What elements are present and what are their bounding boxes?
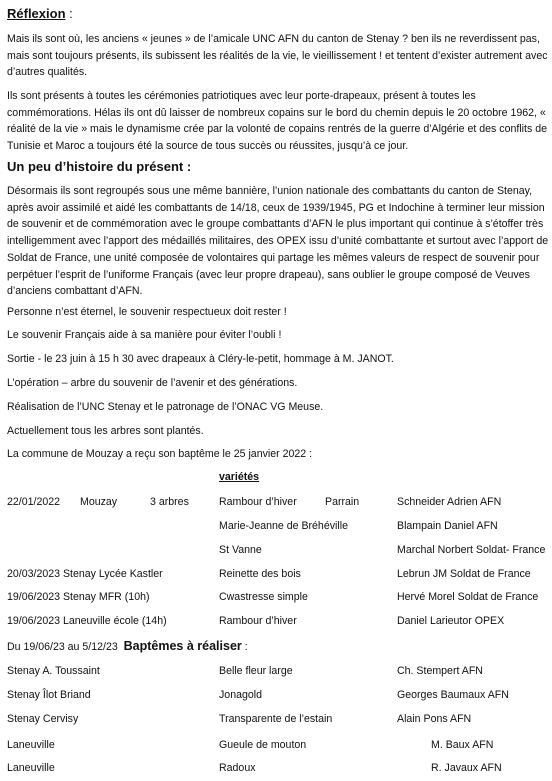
bapteme-4-place: Laneuville — [7, 739, 55, 751]
row1-sponsor: Schneider Adrien AFN — [397, 496, 502, 508]
row6-variety: Rambour d’hiver — [219, 615, 297, 627]
bapteme-1-variety: Belle fleur large — [219, 665, 293, 677]
baptemes-heading: Baptêmes à réaliser — [123, 639, 242, 653]
bapteme-5-place: Laneuville — [7, 762, 55, 774]
bapteme-2-sponsor: Georges Baumaux AFN — [397, 689, 509, 701]
row4-variety: Reinette des bois — [219, 568, 301, 580]
histoire-heading — [7, 159, 191, 175]
reflexion-paragraph-2: Ils sont présents à toutes les cérémonies patriotiques avec leur porte-drapeaux, présent à toutes les commémorations. Hélas ils ont dû laisser de nombreux copains sur le bord du chemin depuis le 20 octobre 1962, « réalité de la vie » mais le dynamisme crée par la volonté de copains rentrés de la guerre d’Algérie et des conflits de Tunisie et Maroc a toujours été la source de tous succès ou réussites, jusqu’à ce jour. — [7, 90, 547, 153]
histoire-line-4: L’opération – arbre du souvenir de l’avenir et des générations. — [7, 377, 298, 389]
histoire-line-6: Actuellement tous les arbres sont plantés. — [7, 425, 204, 437]
bapteme-4-sponsor: M. Baux AFN — [431, 739, 494, 751]
row5-sponsor: Hervé Morel Soldat de France — [397, 591, 539, 603]
row1-variety: Rambour d’hiver — [219, 496, 297, 508]
row3-variety: St Vanne — [219, 544, 262, 556]
baptemes-line — [7, 640, 248, 654]
row3-sponsor: Marchal Norbert Soldat- France — [397, 544, 546, 556]
row6-date-place: 19/06/2023 Laneuville école (14h) — [7, 615, 167, 627]
histoire-line-3: Sortie - le 23 juin à 15 h 30 avec drapeaux à Cléry-le-petit, hommage à M. JANOT. — [7, 353, 394, 365]
reflexion-heading-colon: : — [65, 6, 73, 21]
varietes-heading: variétés — [219, 471, 260, 483]
row5-date-place: 19/06/2023 Stenay MFR (10h) — [7, 591, 150, 603]
reflexion-heading — [7, 6, 73, 22]
bapteme-4-variety: Gueule de mouton — [219, 739, 307, 751]
reflexion-paragraph-1: Mais ils sont où, les anciens « jeunes » de l’amicale UNC AFN du canton de Stenay ? ben ils ne reverdissent pas, mais sont toujours présents, ils subissent les réalités de la vie, le vieillissement ! et tentent d’exister autrement avec d’autres qualités. — [7, 33, 548, 79]
bapteme-1-sponsor: Ch. Stempert AFN — [397, 665, 483, 677]
row1-place: Mouzay — [80, 496, 118, 508]
baptemes-colon: : — [241, 641, 248, 653]
bapteme-5-variety: Radoux — [219, 762, 256, 774]
histoire-paragraph: Désormais ils sont regroupés sous une même bannière, l’union nationale des combattants du canton de Stenay, après avoir assimilé et aidé les combattants de 14/18, ceux de 1939/1945, PG et Indochine à terminer leur mission de souvenir et de commémoration avec le groupe combattants d’AFN le plus important qui continue à s’étoffer très intelligemment avec l’apport des médaillés militaires, des OPEX issu d’unité combattante et surtout avec l’apport de Soldat de France, une unité composée de volontaires qui partage les mêmes valeurs de respect de souvenir pour perpétuer l’esprit de l’uniforme Français (avec leur propre drapeau), sans oublier le groupe composé de Veuves d’anciens combattant d’AFN. — [7, 185, 549, 298]
row2-variety: Marie-Jeanne de Bréhéville — [219, 520, 348, 532]
reflexion-heading-text: Réflexion — [7, 6, 66, 21]
histoire-line-7: La commune de Mouzay a reçu son baptême le 25 janvier 2022 : — [7, 448, 313, 460]
bapteme-1-place: Stenay A. Toussaint — [7, 665, 100, 677]
bapteme-3-variety: Transparente de l’estain — [219, 713, 333, 725]
bapteme-2-place: Stenay Îlot Briand — [7, 689, 91, 701]
row4-sponsor: Lebrun JM Soldat de France — [397, 568, 531, 580]
histoire-line-5: Réalisation de l’UNC Stenay et le patronage de l’ONAC VG Meuse. — [7, 401, 324, 413]
row4-date-place: 20/03/2023 Stenay Lycée Kastler — [7, 568, 163, 580]
row1-role: Parrain — [325, 496, 360, 508]
bapteme-5-sponsor: R. Javaux AFN — [431, 762, 502, 774]
histoire-line-2: Le souvenir Français aide à sa manière pour éviter l’oubli ! — [7, 329, 282, 341]
histoire-heading-colon: : — [183, 159, 192, 174]
row1-count: 3 arbres — [150, 496, 189, 508]
row2-sponsor: Blampain Daniel AFN — [397, 520, 498, 532]
row1-date: 22/01/2022 — [7, 496, 61, 508]
bapteme-3-place: Stenay Cervisy — [7, 713, 79, 725]
histoire-heading-text: Un peu d’histoire du présent — [7, 159, 184, 174]
row6-sponsor: Daniel Larieutor OPEX — [397, 615, 505, 627]
baptemes-period: Du 19/06/23 au 5/12/23 — [7, 641, 118, 653]
bapteme-2-variety: Jonagold — [219, 689, 263, 701]
histoire-line-1: Personne n’est éternel, le souvenir respectueux doit rester ! — [7, 306, 287, 318]
row5-variety: Cwastresse simple — [219, 591, 308, 603]
bapteme-3-sponsor: Alain Pons AFN — [397, 713, 472, 725]
